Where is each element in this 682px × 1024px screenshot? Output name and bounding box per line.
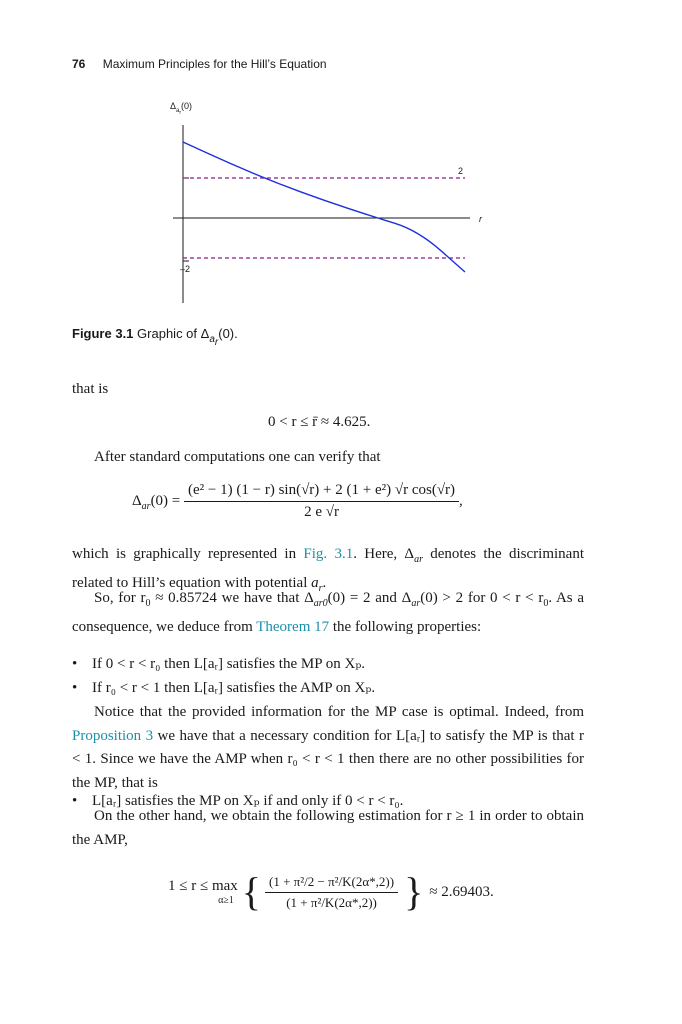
bullet-2: • If r₀ < r < 1 then L[aᵣ] satisfies the AMP on Xₚ.: [72, 680, 376, 696]
paragraph-3: Notice that the provided information for the MP case is optimal. Indeed, from Proposition 3 we have that a necessary condition for L[aᵣ] to satisfy the MP is that r < 1. Since we have the AMP when r₀ < r < 1 then there are no other possibilities for the MP, that is: [72, 704, 584, 791]
link-theorem-17[interactable]: Theorem 17: [256, 618, 330, 635]
bullet-1: • If 0 < r < r₀ then L[aᵣ] satisfies the MP on Xₚ.: [72, 656, 366, 672]
caption-label: Figure 3.1: [72, 326, 134, 341]
y-axis-label: $\Delta_{ar}(0)$: [170, 101, 193, 116]
text-after: After standard computations one can verify that: [94, 449, 381, 465]
estimate-numerator: (1 + π²/2 − π²/K(2α*,2)): [265, 874, 398, 893]
equation-estimate: 1 ≤ r ≤ max α≥1 { $\frac{\text{(1 + π²/2 − π²/K(2α*,2))}}{\text{(1 + π²/K(2α*,2))}}$ } ≈ 2.69403.: [168, 869, 494, 914]
equation-numerator: (e² − 1) (1 − r) sin(√r) + 2 (1 + e²) √r cos(√r): [184, 482, 459, 502]
figure-3-1: [150, 95, 490, 310]
running-header: [72, 57, 327, 71]
series-line-delta: [183, 142, 465, 272]
chart: [150, 95, 490, 310]
equation-delta: $\Delta_{ar}(0)$ = $\frac{\text{(e² − 1) (1 − r) sin(√r) + 2 (1 + e²) √r cos(√r)}}{2 e √r}$ ,: [132, 482, 463, 520]
link-fig-3-1[interactable]: Fig. 3.1: [303, 546, 354, 562]
bullet-3: • L[aᵣ] satisfies the MP on Xₚ if and only if 0 < r < r₀.: [72, 793, 404, 809]
estimate-denominator: (1 + π²/K(2α*,2)): [286, 894, 377, 910]
upper-line-label: 2: [458, 166, 464, 176]
lower-line-label: –2: [180, 264, 191, 274]
equation-denominator: 2 e √r: [304, 504, 339, 520]
running-title: Maximum Principles for the Hill’s Equation: [102, 57, 327, 71]
text-that-is: that is: [72, 381, 109, 397]
inequality-1: 0 < r ≤ r̄ ≈ 4.625.: [268, 414, 371, 430]
caption-text: Graphic of $\Delta_{a_r}(0)$.: [137, 326, 238, 348]
figure-caption: [72, 326, 238, 348]
link-proposition-3[interactable]: Proposition 3: [72, 727, 154, 744]
paragraph-1: which is graphically represented in Fig. 3.1. Here, $\Delta_{ar}$ denotes the discriminant related to Hill’s equation with potential $a_r$.: [72, 546, 584, 594]
page-number: 76: [72, 57, 86, 71]
x-axis-label: r: [479, 214, 482, 224]
paragraph-4: On the other hand, we obtain the following estimation for r ≥ 1 in order to obtain the AMP,: [72, 808, 584, 848]
paragraph-2: So, for $r_0 \approx 0.85724$ we have that $\Delta_{ar0}(0) = 2$ and $\Delta_{ar}(0) > 2$ for $0 < r < r_0$. As a consequence, we deduce from Theorem 17 the following properties:: [72, 590, 584, 635]
